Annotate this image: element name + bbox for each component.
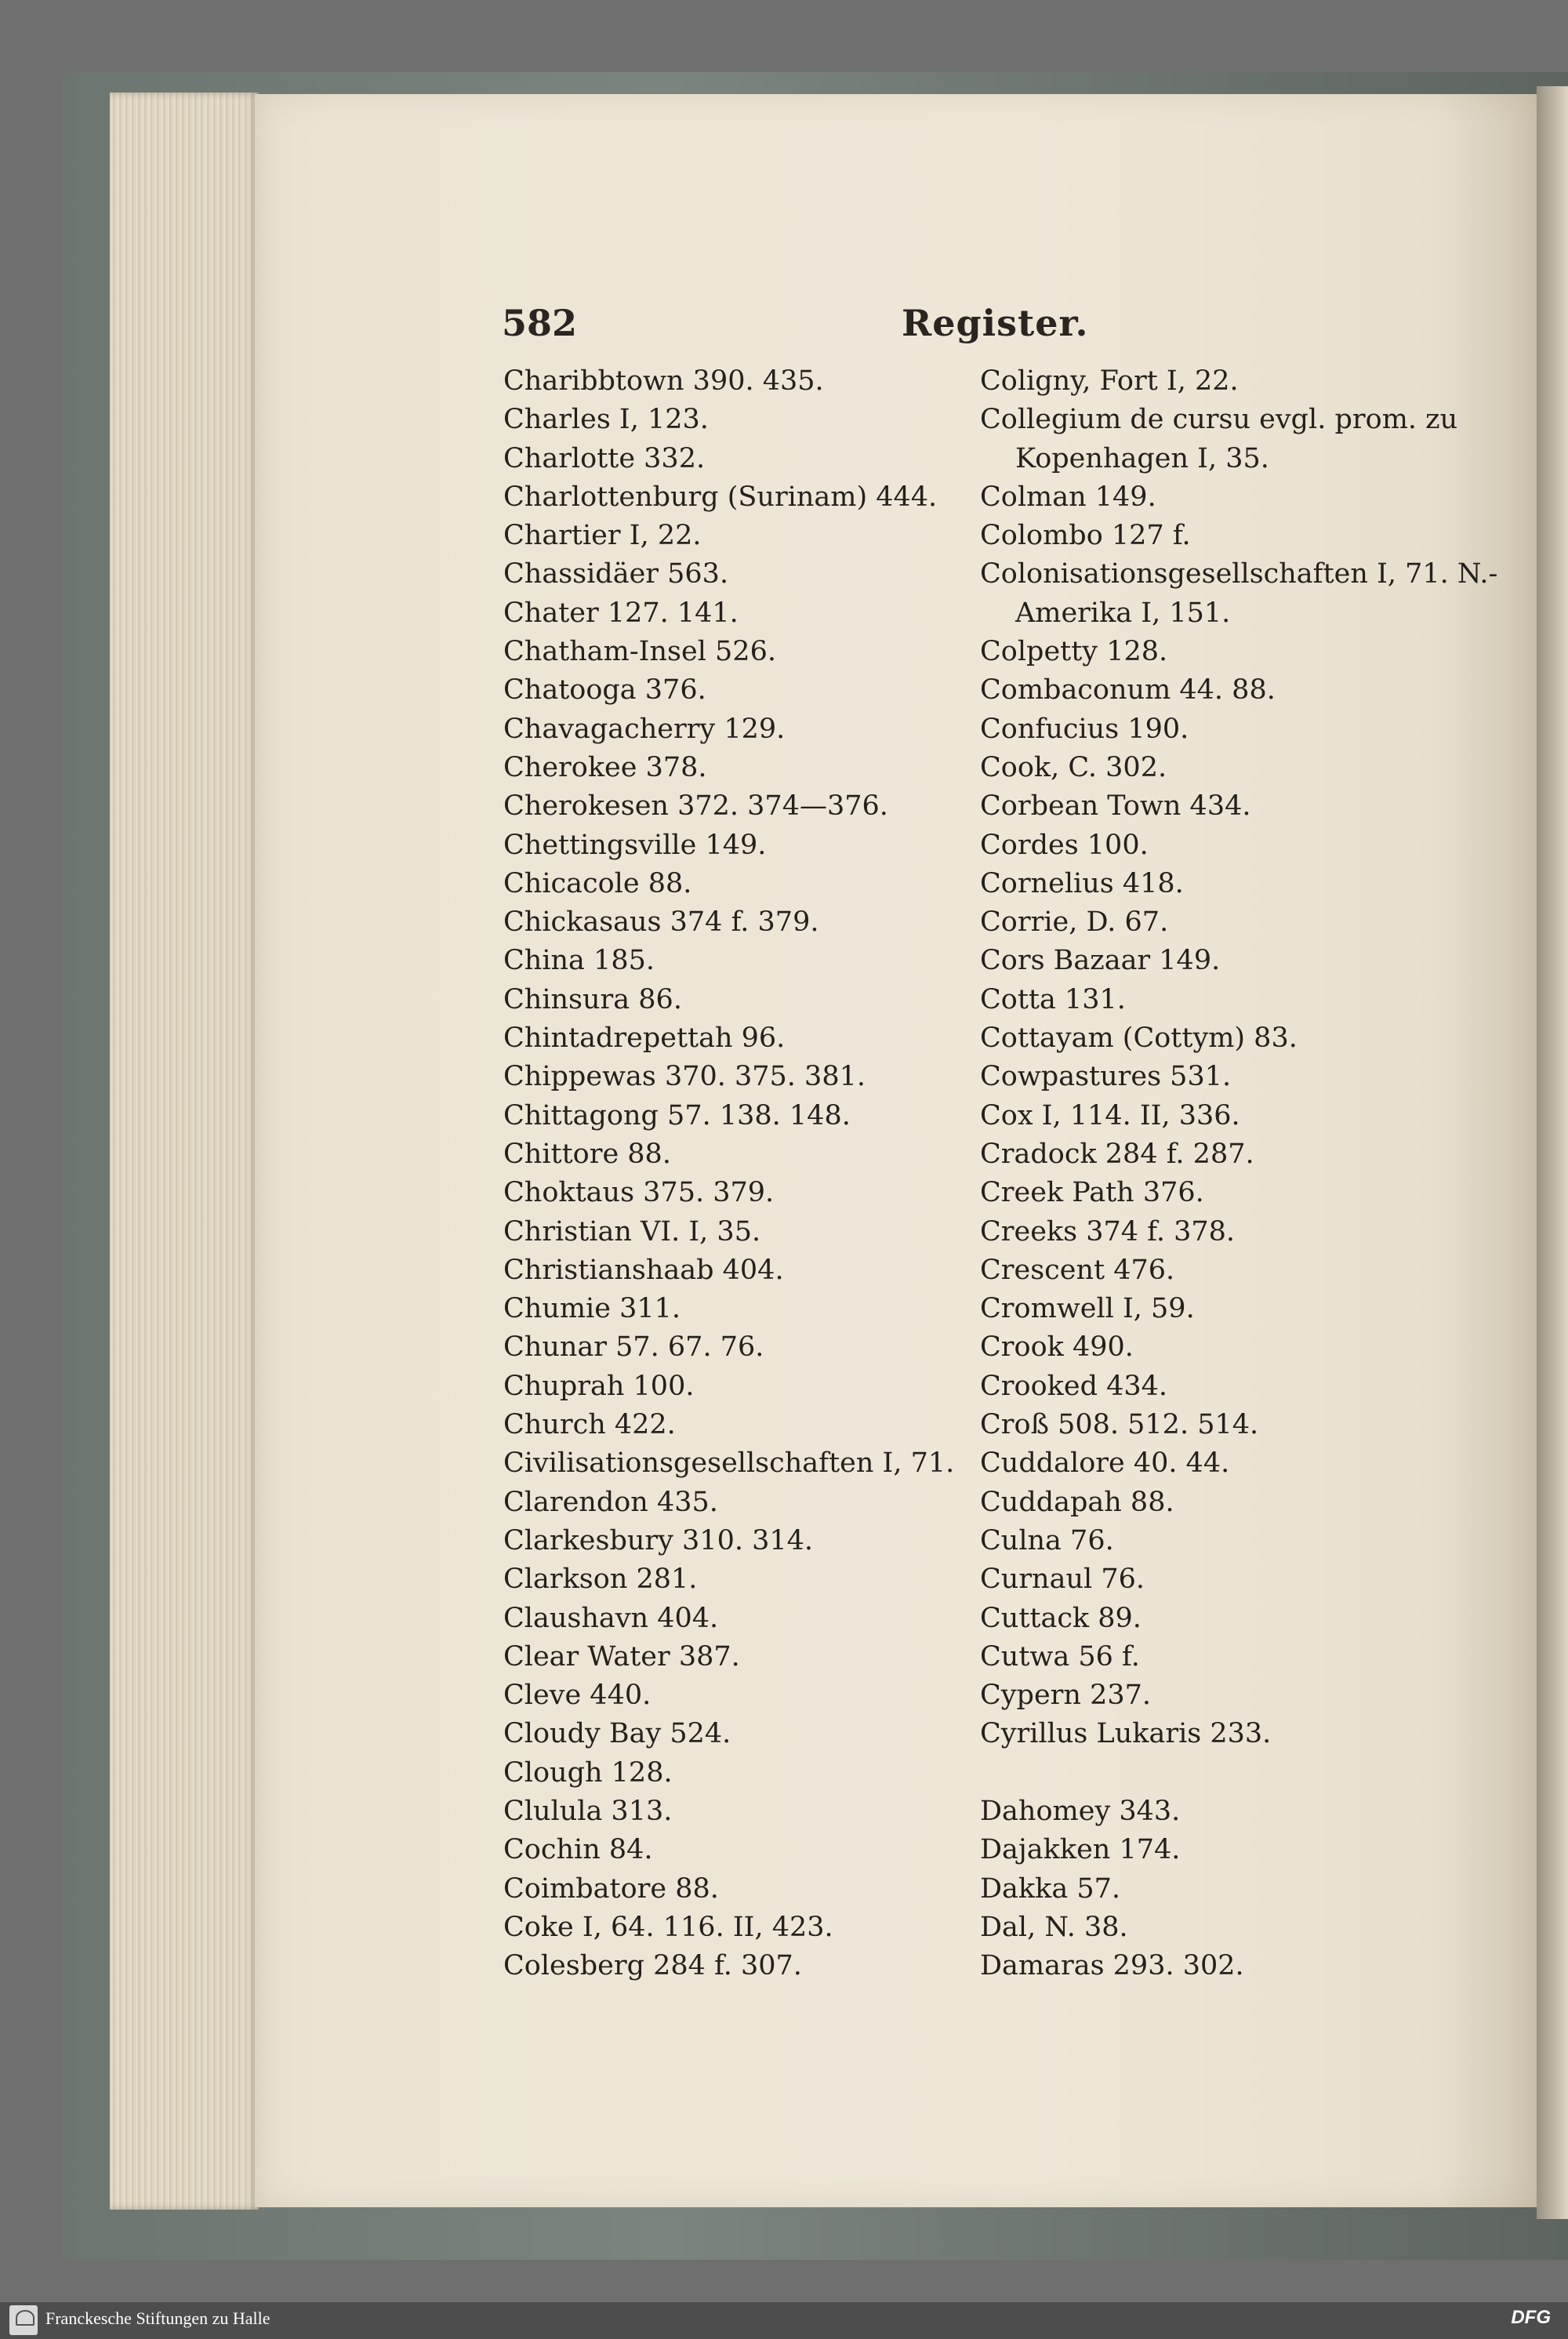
index-column-right — [980, 362, 1513, 1985]
index-entry: Chettingsville 149. — [503, 829, 767, 861]
index-entry: Cherokesen 372. 374—376. — [503, 790, 888, 823]
index-entry: Cuddapah 88. — [980, 1486, 1174, 1518]
index-entry: Cuttack 89. — [980, 1602, 1142, 1634]
index-entry: Cowpastures 531. — [980, 1061, 1232, 1093]
index-entry: Cherokee 378. — [503, 751, 707, 783]
index-entry: Culna 76. — [980, 1524, 1114, 1556]
page-number: 582 — [502, 302, 578, 344]
index-entry: Chickasaus 374 f. 379. — [503, 906, 819, 939]
index-entry: Colesberg 284 f. 307. — [503, 1950, 802, 1982]
index-entry: Combaconum 44. 88. — [980, 674, 1276, 706]
index-entry: Cochin 84. — [503, 1834, 653, 1866]
index-entry: Clarkson 281. — [503, 1564, 698, 1596]
page-edges — [110, 93, 259, 2210]
index-entry: Chater 127. 141. — [503, 597, 739, 629]
page-gutter — [1537, 86, 1568, 2219]
index-entry: Chatooga 376. — [503, 674, 706, 706]
index-entry: Chinsura 86. — [503, 983, 682, 1015]
index-entry: Cottayam (Cottym) 83. — [980, 1022, 1298, 1055]
index-entry: Colombo 127 f. — [980, 520, 1191, 552]
institution-name: Franckesche Stiftungen zu Halle — [45, 2308, 270, 2328]
index-entry: Charles I, 123. — [503, 404, 709, 436]
index-entry: Charlottenburg (Surinam) 444. — [503, 481, 938, 513]
index-entry: Chippewas 370. 375. 381. — [503, 1061, 866, 1093]
index-entry: Christianshaab 404. — [503, 1254, 784, 1286]
index-entry: Corrie, D. 67. — [980, 906, 1169, 939]
index-entry: Chittagong 57. 138. 148. — [503, 1099, 851, 1131]
index-entry: Charlotte 332. — [503, 442, 706, 474]
index-entry: Crescent 476. — [980, 1254, 1175, 1286]
index-entry: Clear Water 387. — [503, 1640, 740, 1673]
index-entry: Confucius 190. — [980, 713, 1189, 745]
index-entry: Cook, C. 302. — [980, 751, 1167, 783]
index-entry: Crook 490. — [980, 1331, 1134, 1364]
index-entry: Cutwa 56 f. — [980, 1640, 1140, 1673]
index-entry: China 185. — [503, 945, 655, 977]
index-entry: Civilisationsgesellschaften I, 71. — [503, 1447, 955, 1480]
index-entry: Croß 508. 512. 514. — [980, 1409, 1259, 1441]
index-entry: Cotta 131. — [980, 983, 1126, 1015]
index-entry: Coimbatore 88. — [503, 1872, 719, 1905]
index-entry: Colpetty 128. — [980, 636, 1168, 668]
index-entry: Colman 149. — [980, 481, 1156, 513]
index-entry: Cordes 100. — [980, 829, 1149, 861]
index-entry: Dal, N. 38. — [980, 1911, 1128, 1943]
section-gap — [980, 1754, 1513, 1792]
index-entry: Chunar 57. 67. 76. — [503, 1331, 764, 1364]
index-entry: Cromwell I, 59. — [980, 1293, 1195, 1325]
index-entry: Collegium de cursu evgl. prom. zu — [980, 404, 1458, 436]
index-entry: Clarkesbury 310. 314. — [503, 1524, 814, 1556]
index-entry: Cyrillus Lukaris 233. — [980, 1718, 1272, 1750]
index-entry: Chicacole 88. — [503, 867, 692, 899]
index-entry: Chuprah 100. — [503, 1370, 695, 1402]
index-entry: Choktaus 375. 379. — [503, 1177, 775, 1209]
index-entry: Chumie 311. — [503, 1293, 681, 1325]
index-entry: Coligny, Fort I, 22. — [980, 365, 1239, 397]
index-entry: Cleve 440. — [503, 1680, 652, 1712]
index-entry: Clough 128. — [503, 1756, 673, 1789]
index-entry: Chartier I, 22. — [503, 520, 702, 552]
index-entry: Chatham-Insel 526. — [503, 636, 776, 668]
dfg-logo: DFG — [1511, 2307, 1551, 2328]
index-entry: Cuddalore 40. 44. — [980, 1447, 1230, 1480]
index-entry-continuation: Amerika I, 151. — [1015, 597, 1231, 629]
index-entry: Dajakken 174. — [980, 1834, 1181, 1866]
index-entry: Chittore 88. — [503, 1138, 671, 1170]
index-entry: Chavagacherry 129. — [503, 713, 786, 745]
index-entry: Crooked 434. — [980, 1370, 1168, 1402]
logo-mark-icon — [16, 2310, 34, 2326]
index-entry: Colonisationsgesellschaften I, 71. N.- — [980, 558, 1498, 590]
index-entry: Cradock 284 f. 287. — [980, 1138, 1254, 1170]
index-entry: Curnaul 76. — [980, 1564, 1145, 1596]
index-entry: Dahomey 343. — [980, 1795, 1181, 1827]
running-head: Register. — [902, 302, 1089, 344]
index-entry: Dakka 57. — [980, 1872, 1120, 1905]
index-entry: Charibbtown 390. 435. — [503, 365, 824, 397]
index-entry: Cypern 237. — [980, 1680, 1151, 1712]
index-entry-continuation: Kopenhagen I, 35. — [1015, 442, 1269, 474]
index-entry: Christian VI. I, 35. — [503, 1215, 761, 1248]
index-entry: Cors Bazaar 149. — [980, 945, 1221, 977]
index-entry: Creeks 374 f. 378. — [980, 1215, 1236, 1248]
index-entry: Creek Path 376. — [980, 1177, 1204, 1209]
index-entry: Coke I, 64. 116. II, 423. — [503, 1911, 833, 1943]
index-column-left — [503, 362, 974, 1985]
index-entry: Corbean Town 434. — [980, 790, 1251, 823]
index-entry: Church 422. — [503, 1409, 676, 1441]
index-entry: Chintadrepettah 96. — [503, 1022, 786, 1055]
index-entry: Cloudy Bay 524. — [503, 1718, 731, 1750]
index-entry: Claushavn 404. — [503, 1602, 719, 1634]
index-entry: Clarendon 435. — [503, 1486, 718, 1518]
index-entry: Chassidäer 563. — [503, 558, 729, 590]
index-entry: Cornelius 418. — [980, 867, 1184, 899]
index-entry: Damaras 293. 302. — [980, 1950, 1244, 1982]
index-entry: Cox I, 114. II, 336. — [980, 1099, 1240, 1131]
index-entry: Clulula 313. — [503, 1795, 673, 1827]
